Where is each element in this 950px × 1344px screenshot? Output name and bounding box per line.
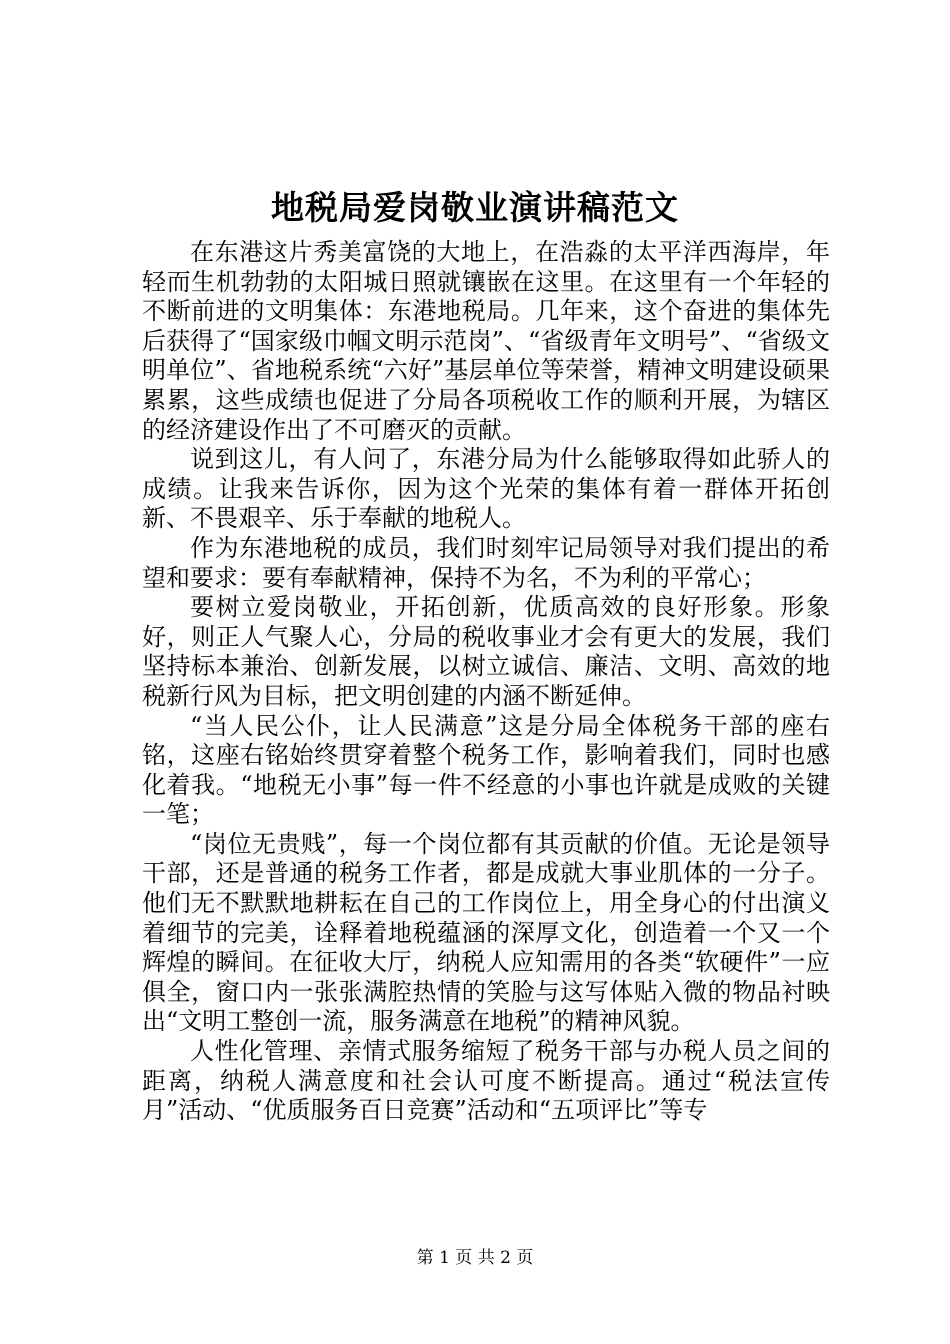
document-title: 地税局爱岗敬业演讲稿范文 [271,188,679,227]
paragraph-1: 在东港这片秀美富饶的大地上，在浩淼的太平洋西海岸，年轻而生机勃勃的太阳城日照就镶嵌在这里。在这里有一个年轻的不断前进的文明集体：东港地税局。几年来，这个奋进的集体先后获得了“国家级巾帼文明示范岗”、“省级青年文明号”、“省级文明单位”、省地税系统“六好”基层单位等荣誉，精神文明建设硕果累累，这些成绩也促进了分局各项税收工作的顺利开展，为辖区的经济建设作出了不可磨灭的贡献。 [142,238,830,444]
paragraph-7: 人性化管理、亲情式服务缩短了税务干部与办税人员之间的距离，纳税人满意度和社会认可度不断提高。通过“税法宣传月”活动、“优质服务百日竞赛”活动和“五项评比”等专 [142,1037,830,1125]
document-body [142,238,830,1126]
paragraph-2: 说到这儿，有人问了，东港分局为什么能够取得如此骄人的成绩。让我来告诉你，因为这个光荣的集体有着一群体开拓创新、不畏艰辛、乐于奉献的地税人。 [142,445,830,533]
paragraph-3: 作为东港地税的成员，我们时刻牢记局领导对我们提出的希望和要求：要有奉献精神，保持不为名，不为利的平常心； [142,533,830,592]
paragraph-4: 要树立爱岗敬业，开拓创新，优质高效的良好形象。形象好，则正人气聚人心，分局的税收事业才会有更大的发展，我们坚持标本兼治、创新发展，以树立诚信、廉洁、文明、高效的地税新行风为目标，把文明创建的内涵不断延伸。 [142,593,830,710]
page-number-footer: 第 1 页 共 2 页 [416,1248,534,1268]
paragraph-6: “岗位无贵贱”，每一个岗位都有其贡献的价值。无论是领导干部，还是普通的税务工作者，都是成就大事业肌体的一分子。他们无不默默地耕耘在自己的工作岗位上，用全身心的付出演义着细节的完美，诠释着地税蕴涵的深厚文化，创造着一个又一个辉煌的瞬间。在征收大厅，纳税人应知需用的各类“软硬件”一应俱全，窗口内一张张满腔热情的笑脸与这写体贴入微的物品衬映出“文明工整创一流，服务满意在地税”的精神风貌。 [142,829,830,1036]
paragraph-5: “当人民公仆，让人民满意”这是分局全体税务干部的座右铭，这座右铭始终贯穿着整个税务工作，影响着我们，同时也感化着我。“地税无小事”每一件不经意的小事也许就是成败的关键一笔； [142,711,830,829]
